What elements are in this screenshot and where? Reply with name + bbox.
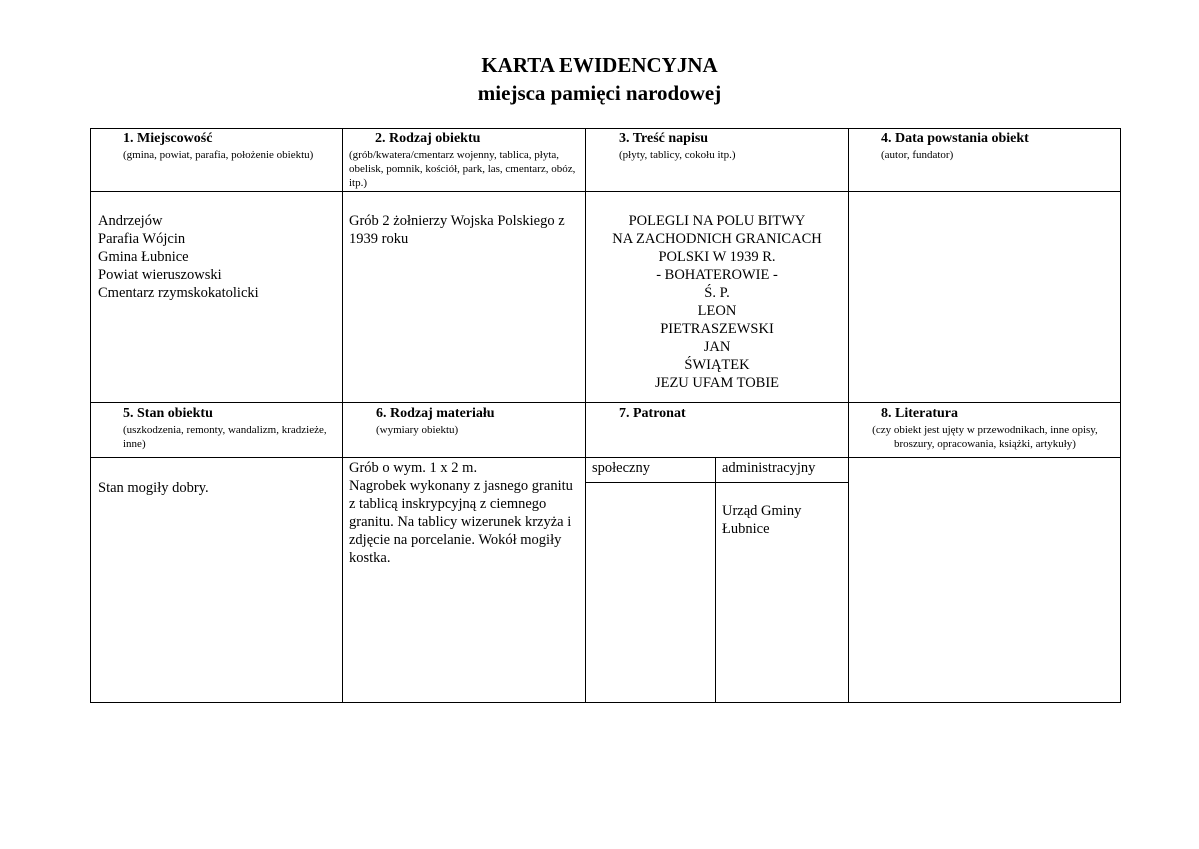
- header-sub: (grób/kwatera/cmentarz wojenny, tablica, płyta, obelisk, pomnik, kościół, park, las, cmentarz, obóz, itp.): [349, 149, 576, 189]
- header-label: 6. Rodzaj materiału: [376, 406, 495, 421]
- location-value: Andrzejów Parafia Wójcin Gmina Łubnice Powiat wieruszowski Cmentarz rzymskokatolicki: [98, 213, 259, 301]
- table-border-left: [90, 128, 91, 703]
- header-condition: [123, 406, 338, 451]
- condition-value: Stan mogiły dobry.: [98, 480, 209, 496]
- table-border-top: [90, 128, 1121, 129]
- header-sub: (autor, fundator): [881, 149, 954, 161]
- inscription-value: POLEGLI NA POLU BITWY NA ZACHODNICH GRANICACH POLSKI W 1939 R. - BOHATEROWIE - Ś. P. LEON PIETRASZEWSKI JAN ŚWIĄTEK JEZU UFAM TOBIE: [612, 213, 822, 391]
- header-label: 2. Rodzaj obiektu: [375, 131, 481, 146]
- header-label: 1. Miejscowość: [123, 131, 213, 146]
- header-date-created: [881, 131, 1116, 162]
- patronage-admin-label: administracyjny: [722, 460, 816, 476]
- header-material: [376, 406, 581, 437]
- document-subtitle: miejsca pamięci narodowej: [477, 81, 722, 105]
- object-type-value: Grób 2 żołnierzy Wojska Polskiego z 1939 roku: [349, 213, 565, 247]
- header-label: 3. Treść napisu: [619, 131, 709, 146]
- column-divider: [342, 128, 343, 703]
- table-divider: [90, 191, 1121, 192]
- header-label: 4. Data powstania obiekt: [881, 131, 1029, 146]
- header-sub: (uszkodzenia, remonty, wandalizm, kradzieże, inne): [123, 424, 327, 450]
- header-location: [123, 131, 328, 162]
- column-divider: [848, 128, 849, 703]
- material-value: Grób o wym. 1 x 2 m. Nagrobek wykonany z jasnego granitu z tablicą inskrypcyjną z ciemnego granitu. Na tablicy wizerunek krzyża i zdjęcie na porcelanie. Wokół mogiły kostka.: [349, 460, 573, 566]
- table-border-bottom: [90, 702, 1121, 703]
- table-border-right: [1120, 128, 1121, 703]
- patronage-column-divider: [715, 457, 716, 703]
- patronage-admin-value: Urząd Gminy Łubnice: [722, 503, 802, 537]
- header-sub: (czy obiekt jest ujęty w przewodnikach, inne opisy, broszury, opracowania, książki, artykuły): [872, 424, 1098, 450]
- patronage-divider: [585, 482, 848, 483]
- header-label: 5. Stan obiektu: [123, 406, 213, 421]
- header-patronage: [619, 406, 841, 423]
- table-divider: [90, 402, 1121, 403]
- header-label: 7. Patronat: [619, 406, 686, 421]
- header-sub: (wymiary obiektu): [376, 424, 459, 436]
- patronage-social-label: społeczny: [592, 460, 650, 476]
- header-label: 8. Literatura: [881, 406, 958, 421]
- header-literature: [852, 406, 1118, 451]
- header-object-type: [349, 131, 577, 190]
- header-inscription: [619, 131, 841, 162]
- header-sub: (gmina, powiat, parafia, położenie obiektu): [123, 149, 314, 161]
- header-sub: (płyty, tablicy, cokołu itp.): [619, 149, 736, 161]
- table-divider: [90, 457, 1121, 458]
- document-title: KARTA EWIDENCYJNA: [481, 53, 718, 77]
